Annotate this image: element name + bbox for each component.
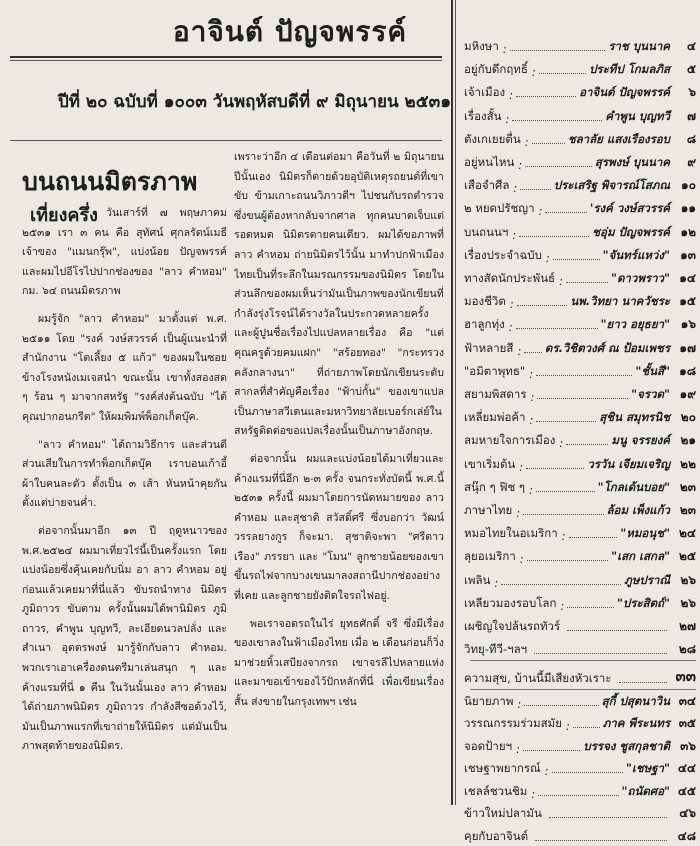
toc-page: ๓๓ [675, 667, 696, 686]
toc-title: ๒ หยดปรัชญา [464, 201, 535, 216]
toc-page: ๑๒ [680, 224, 696, 239]
toc-row [464, 473, 696, 497]
toc-divider [470, 660, 696, 661]
toc-separator: : [517, 696, 522, 711]
toc-leader [539, 73, 586, 74]
toc-separator: : [565, 719, 570, 734]
toc-row [464, 241, 696, 265]
toc-separator: : [559, 274, 563, 288]
toc-author: "เชษฐา" [625, 761, 670, 776]
toc-row [464, 664, 696, 688]
toc-page: ๑๘ [679, 363, 696, 378]
toc-title: เผชิญใจปล้นรถทัวร์ [464, 619, 561, 633]
article-paragraph: เพราะว่าอีก ๔ เดือนต่อมา คือวันที่ ๒ มิถุนายนปีนั้นเอง นิมิตรก็ตายด้วยอุบัติเหตุรถยนต์ที่เขาขับ ข้ามเกาะถนนวิภาวดีฯ ไปชนกับรถตำรวจซึ่งขนผู้ต้องหากลับจากศาล ทุกคนบาดเจ็บแต่รอดหมด นิมิตรตายคนเดียว. ผมได้ขอภาพที่ ลาว คำหอม ถ่ายนิมิตรไว้นั้น มาทำปกฟ้าเมืองไทยเป็นที่ระลึกในมรณกรรมของนิมิตร โดยในส่วนลึกของผมเห็นว่ามันเป็นภาพของนักเขียนที่กำลังรุ่งโรจน์ได้รางวัลในประกวดหลายครั้ง และผู้ปูนชื่อเรื่องไปแปลหลายเรื่อง คือ "แต่คุณครูด้วยคมแฝก" "สร้อยทอง" "กระทรวงคลังกลางนา" ที่ถ่ายภาพโดยนักเขียนระดับสากลที่สำคัญคือเรื่อง "ฟ้าบ่กั้น" ของเขาแปลเป็นภาษาสวีเดนและมหาวิทยาลัยเบอร์กเล่ย์ในสหรัฐติดต่อขอแปลเรื่องนั้นเป็นภาษาอังกฤษ. [234, 151, 444, 438]
toc-author: ล้อม เพ็งแก้ว [606, 503, 670, 517]
toc-page: ๓๖ [680, 738, 696, 753]
toc-page: ๒๗ [679, 619, 696, 633]
toc-leader [536, 491, 595, 492]
toc-separator: : [538, 204, 543, 219]
toc-page: ๔๘ [677, 828, 696, 843]
toc-separator: : [508, 320, 513, 335]
toc-leader [512, 120, 602, 121]
issue-rule [10, 140, 442, 141]
toc-separator: : [509, 88, 514, 103]
toc-leader [519, 236, 589, 237]
toc-leader [566, 282, 608, 283]
toc-separator: : [529, 366, 534, 381]
toc-author: นพ.วิทยา นาควัชระ [570, 294, 670, 309]
toc-title: นิยายภาพ [464, 693, 514, 708]
toc-separator: : [516, 741, 520, 756]
toc-separator: : [561, 529, 566, 544]
toc-row [464, 194, 696, 218]
toc-page: ๑๙ [679, 387, 696, 401]
toc-row [464, 777, 696, 801]
toc-separator: : [545, 250, 550, 265]
toc-title: ความสุข, บ้านนี้มีเสียงหัวเราะ [464, 671, 612, 686]
toc-row [464, 589, 696, 613]
toc-separator: : [516, 506, 521, 520]
toc-page: ๑๗ [679, 340, 696, 355]
toc-page: ๑๑ [680, 201, 696, 216]
toc-author: ภาค พีระนทร [602, 716, 670, 731]
toc-page: ๑๐ [681, 178, 696, 193]
toc-row [464, 687, 696, 711]
toc-separator: : [509, 297, 514, 312]
toc-title: มองชีวิต [464, 294, 506, 309]
toc-leader [619, 682, 667, 683]
toc-title: อยู่หนไหน [464, 155, 515, 169]
table-of-contents [464, 0, 700, 843]
toc-row [464, 709, 696, 733]
toc-title: เชลล์ชวนชิม [464, 783, 528, 798]
toc-author: "ประสิตถ์" [616, 595, 670, 610]
toc-row [464, 102, 696, 126]
toc-leader [510, 50, 606, 51]
toc-title: ฮาลูกทุ่ง [464, 317, 505, 332]
toc-leader [537, 398, 628, 399]
toc-row [464, 357, 696, 381]
toc-page: ๒๑ [680, 433, 696, 448]
toc-leader [525, 166, 592, 167]
toc-page: ๒๓ [679, 503, 696, 517]
toc-leader [517, 305, 568, 306]
toc-author: "เสก เสกล" [611, 549, 670, 564]
toc-page: ๖ [688, 85, 696, 100]
article-column-middle [234, 148, 444, 805]
toc-leader [524, 705, 598, 706]
column-divider [451, 0, 453, 805]
toc-author: ราช บุนนาค [608, 39, 670, 53]
toc-row [464, 426, 696, 450]
toc-author: อาจินต์ ปัญจพรรค์ [579, 85, 670, 100]
toc-page: ๕ [686, 62, 696, 77]
column-divider-thin [455, 0, 456, 805]
toc-title: "อมิตาพุทธ" [464, 363, 526, 378]
toc-leader [523, 514, 603, 515]
toc-row [464, 542, 696, 566]
toc-leader [526, 468, 584, 469]
toc-page: ๑๖ [680, 317, 696, 332]
toc-row [464, 566, 696, 590]
toc-leader [516, 328, 598, 329]
toc-leader [549, 817, 667, 818]
toc-row [464, 310, 696, 334]
toc-author: ดร.วิชิตวงศ์ ณ ป้อมเพชร [544, 340, 670, 355]
toc-page: ๑๔ [679, 271, 696, 285]
article-paragraph: พอเราจอดรถในไร่ ยุทธศักดิ์ จรี ซึ่งมีเรื่องของเขาลงในฟ้าเมืองไทย เมื่อ ๒ เดือนก่อนก็วิ่งมาช่วยหิ้วเสบียงจากรถ เขาจรลีไปหลายแห่งและมาขอเข้าของไว้ปักหลักที่นี่ เพื่อเขียนเรื่องสั้น ส่งขายในกรุงเทพฯ เช่น [234, 617, 444, 709]
toc-leader [535, 840, 667, 841]
toc-row [464, 78, 696, 102]
toc-title: ทางสัดนักประพันธ์ [464, 271, 556, 285]
toc-page: ๙ [687, 155, 696, 169]
toc-title: มหิงษา [464, 39, 499, 53]
toc-title: สยามพิสดาร [464, 387, 527, 401]
toc-page: ๔๔ [677, 761, 696, 776]
toc-row [464, 496, 696, 520]
toc-title: ลมหายใจการเมือง [464, 433, 556, 448]
toc-separator: : [494, 575, 499, 590]
toc-page: ๒๘ [678, 642, 696, 657]
toc-separator: : [517, 343, 522, 358]
toc-page: ๒๒ [680, 456, 696, 471]
toc-separator: : [530, 390, 535, 404]
toc-row [464, 822, 696, 846]
toc-title: วรรณกรรมร่วมสมัย [464, 716, 562, 731]
toc-row [464, 148, 696, 172]
toc-row [464, 218, 696, 242]
toc-row [464, 287, 696, 311]
toc-author: สุรพงษ์ บุนนาค [594, 155, 670, 169]
toc-page: ๗ [686, 108, 696, 123]
toc-page: ๓๕ [678, 716, 696, 731]
toc-author: ประเสริฐ พิจารณ์โสภณ [553, 178, 670, 193]
toc-author: วรวัน เจียมเจริญ [587, 456, 670, 471]
toc-separator: : [518, 158, 523, 172]
toc-author: "จันทร์แหว่ง" [602, 247, 670, 262]
toc-author: ชลาลัย แสงเรืองรอบ [567, 131, 670, 146]
article-title: บนถนนมิตรภาพ [22, 167, 198, 196]
toc-title: ฟ้าหลายสี [464, 340, 514, 355]
toc-page: ๑๓ [680, 247, 696, 262]
toc-row [464, 612, 696, 636]
toc-author: 'รงค์ วงษ์สวรรค์ [589, 201, 670, 216]
toc-leader [523, 750, 580, 751]
toc-author: ชอุ่ม ปัญจพรรค์ [592, 224, 670, 239]
toc-title: เหลี่ยมพ่อค้า [464, 410, 526, 425]
toc-row [464, 754, 696, 778]
toc-author: "จรวด" [631, 387, 670, 401]
toc-title: คุยกับอาจินต์ [464, 828, 529, 843]
toc-author: คำพูน บุญทวี [605, 108, 670, 123]
toc-leader [501, 584, 621, 585]
toc-author: ภูษปราณี [624, 572, 670, 587]
toc-separator: : [531, 786, 536, 801]
toc-row [464, 264, 696, 288]
toc-separator: : [524, 134, 529, 149]
toc-title: ข้าวใหม่ปลามัน [464, 806, 542, 821]
toc-separator: : [519, 552, 524, 567]
toc-separator: : [505, 111, 510, 126]
toc-leader [538, 795, 618, 796]
toc-title: เจ้าเมือง [464, 85, 506, 100]
toc-row [464, 32, 696, 56]
toc-title: ตังเกเยยตื่น [464, 131, 521, 146]
toc-row [464, 171, 696, 195]
toc-row [464, 380, 696, 404]
toc-separator: : [560, 598, 565, 613]
issue-line: ปีที่ ๒๐ ฉบับที่ ๑๐๐๓ วันพฤหัสบดีที่ ๙ มิถุนายน ๒๕๓๑ [58, 92, 452, 112]
toc-author: "ถนัดศอ" [621, 783, 670, 798]
page-header-title: อาจินต์ ปัญจพรรค์ [172, 15, 408, 48]
toc-leader [567, 607, 614, 608]
toc-separator: : [559, 436, 564, 451]
toc-title: เรื่องประจำฉบับ [464, 247, 542, 262]
toc-row [464, 799, 696, 823]
toc-title: สนุ๊ก ๆ ฟิช ๆ [464, 479, 526, 494]
article-paragraph-text: วันเสาร์ที่ ๗ พฤษภาคม ๒๕๓๑ เรา ๓ คน คือ สุทัศน์ ศุกลรัตน์เมธี เจ้าของ "แมนกรุ๊พ", แบ่งน้อย ปัญจพรรค์ และผมไปอีโรไปปากช่องของ "ลาว คำหอม" กม. ๖๔ ถนนมิตรภาพ [22, 207, 227, 298]
article-paragraph: ผมรู้จัก "ลาว คำหอม" มาตั้งแต่ พ.ศ. ๒๕๑๑ โดย "รงค์ วงษ์สวรรค์ เป็นผู้แนะนำที่สำนักงาน "โตเลี้ยง ๕ แก้ว" ของผมในซอยข้างโรงหนังเมเจสนำ ขณะนั้น เขาทั้งสองสด ๆ ร้อน ๆ มาจากสหรัฐ "รงค์ส่งต้นฉบับ "ได้คุณปากอนกรีต" ให้ผมพิมพ์พ็อกเก็ตบุ๊ค. [22, 312, 227, 423]
toc-leader [536, 375, 632, 376]
toc-page: ๔๖ [679, 806, 696, 821]
toc-leader [532, 143, 565, 144]
header-rule [10, 56, 442, 58]
toc-row [464, 334, 696, 358]
toc-leader [516, 96, 576, 97]
toc-page: ๔ [686, 39, 696, 53]
toc-separator: : [519, 459, 524, 474]
toc-page: ๒๖ [680, 572, 696, 587]
toc-leader [567, 630, 667, 631]
toc-author: มนู จรรยงค์ [611, 433, 670, 448]
toc-page: ๒๕ [679, 549, 696, 564]
toc-author: สุชิน สมุทรนิช [599, 410, 670, 425]
toc-title: เหลียวมองรอบโลก [464, 595, 557, 610]
article-column-left [22, 204, 227, 804]
toc-leader [545, 212, 586, 213]
toc-author: สุกี้ ปสุตนาวิน [601, 693, 670, 708]
toc-row [464, 635, 696, 659]
toc-leader [524, 352, 542, 353]
toc-leader [553, 259, 600, 260]
toc-title: เชษฐาพยากรณ์ [464, 761, 541, 776]
toc-title: อยู่กับดึกฤทธิ์ [464, 62, 528, 77]
toc-page: ๒๐ [680, 410, 696, 425]
toc-page: ๒๖ [680, 595, 696, 610]
toc-author: "ชั้นสี" [635, 363, 670, 378]
toc-title: เรื่องสั้น [464, 108, 502, 123]
toc-page: ๓๔ [678, 693, 696, 708]
toc-author: บรรจง ชูสกุลชาติ [583, 738, 670, 753]
toc-page: ๒๔ [679, 526, 696, 541]
toc-title: เขาเริ่มต้น [464, 456, 516, 471]
toc-row [464, 519, 696, 543]
toc-title: เสือจำศีล [464, 178, 510, 193]
toc-separator: : [502, 42, 507, 56]
toc-row [464, 55, 696, 79]
toc-author: "หมอนุช" [620, 526, 670, 541]
article-paragraph: ต่อจากนั้นมาอีก ๑๓ ปี ฤดูหนาวของ พ.ศ.๒๕๒๔ ผมมาเที่ยวไร่นี้เป็นครั้งแรก โดยแบ่งน้อยซึ่งคุ้นเคยกับนิ่ม อา ลาว คำหอม อยู่ก่อนแล้วเคยมาที่นี่แล้ว ขับรถนำทาง นิมิตร ภูมิถาวร ขับตาม ครั้งนั้นผมได้พานิมิตร ภูมิถาวร, คำพูน บุญทวี, ละเอียดนวลปลั่ง และสำเนา อุตตรพงษ์ มารู้จักกับลาว คำหอม. พวกเราเอาเครื่องดนตรีมาเล่นสนุก ๆ และค้างแรมที่นี่ ๑ คืน ในวันนั้นเอง ลาว คำหอม ได้ถ่ายภาพนิมิตร ภูมิถาวร กำลังสีซอด้วงไว้, มันเป็นภาพแรกที่เขาถ่ายให้นิมิตร แต่มันเป็นภาพสุดท้ายของนิมิตร. [22, 524, 227, 753]
toc-row [464, 403, 696, 427]
toc-title: เพลิน [464, 572, 491, 587]
toc-page: ๑๕ [679, 294, 696, 309]
toc-author: "โกลเด้นบอย" [597, 479, 670, 494]
toc-row [464, 450, 696, 474]
toc-title: ภาษาไทย [464, 503, 513, 517]
toc-author: ประทีป โกมลภิส [589, 62, 670, 77]
toc-author: "ยาว อยุธยา" [600, 317, 670, 332]
toc-title: หมอไทยในอเมริกา [464, 526, 558, 541]
toc-separator: : [544, 764, 549, 779]
toc-leader [552, 772, 623, 773]
toc-separator: : [512, 227, 517, 242]
toc-page: ๘ [686, 131, 696, 146]
toc-separator: : [531, 65, 536, 80]
toc-row [464, 732, 696, 756]
article-paragraph: ต่อจากนั้น ผมและแบ่งน้อยได้มาเที่ยวและค้างแรมที่นี่อีก ๒-๓ ครั้ง จนกระทั่งบัดนี้ พ.ศ.นี้ ๒๕๓๑ ครั้งนี้ ผมมาโดยการนัดหมายของ ลาว คำหอม และสุชาติ สวัสดิ์ศรี ซึ่งบอกว่า วัฒน์ วรรลยางกูร ก็จะมา. สุชาติจะพา "ศรีดาวเรือง" ภรรยา และ "โมน" ลูกชายน้อยของเขาขึ้นรถไฟจากบางเขนมาลงสถานีปากช่องอย่างที่เคย และลูกชายยังติดใจรถไฟอยู่. [234, 452, 444, 603]
toc-page: ๒๓ [679, 479, 696, 494]
toc-author: "ดาวพราว" [610, 271, 670, 285]
toc-leader [536, 421, 596, 422]
toc-title: ลุยอเมริกา [464, 549, 516, 564]
toc-separator: : [513, 181, 518, 196]
toc-title: บนถนนฯ [464, 224, 509, 239]
toc-row [464, 125, 696, 149]
toc-separator: : [529, 482, 533, 497]
toc-separator: : [529, 413, 534, 428]
toc-title: จอดป้ายฯ [464, 738, 513, 753]
toc-leader [566, 444, 608, 445]
toc-leader [527, 560, 608, 561]
header-rule-thin [10, 60, 442, 61]
toc-leader [573, 727, 600, 728]
article-byline: เที่ยงครึ่ง [30, 205, 98, 226]
toc-leader [520, 189, 551, 190]
toc-title: วิทยุ-ทีวี-ฯลฯ [464, 642, 528, 657]
toc-page: ๔๕ [677, 783, 696, 798]
article-paragraph: "ลาว คำหอม" ได้ถามวิธีการ และส่วนดีส่วนเสียในการทำพ็อกเก็ตบุ๊ค เราบอนเก้าอี้ผ้าใบคนละตัว ตั้งเป็น ๓ เส้า หันหน้าคุยกันตั้งแต่บ่ายจนค่ำ. [22, 438, 227, 510]
toc-leader [534, 653, 667, 654]
article-paragraph [22, 204, 227, 302]
toc-leader [569, 537, 618, 538]
